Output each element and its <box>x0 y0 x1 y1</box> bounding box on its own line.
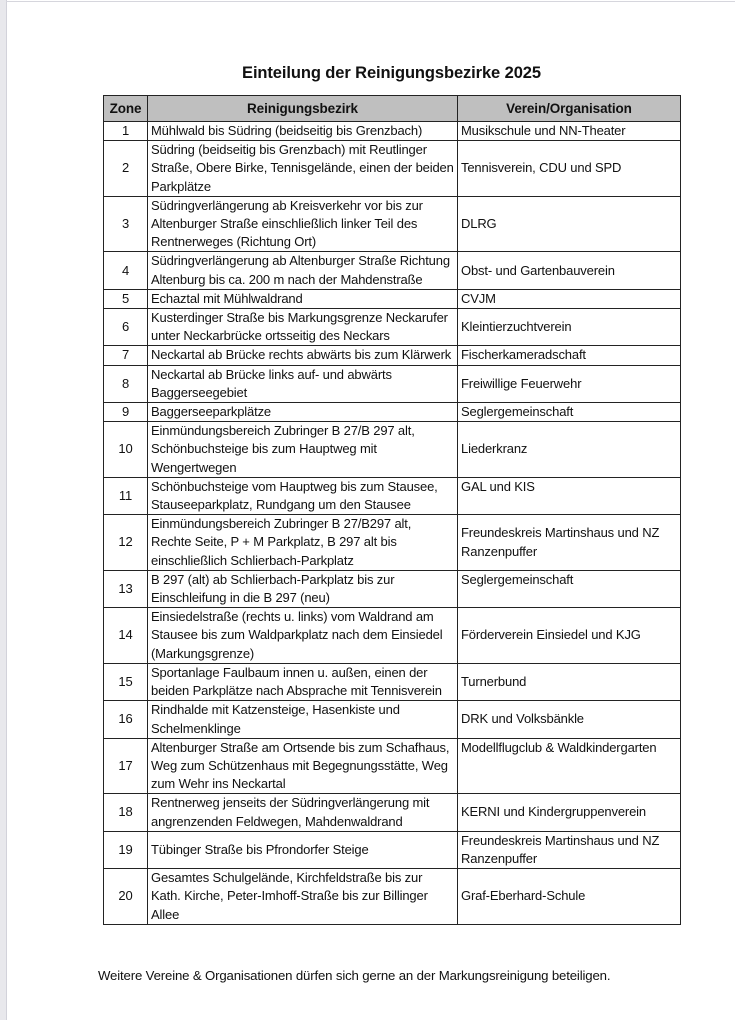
zone-cell: 5 <box>104 289 148 308</box>
table-row <box>104 403 681 422</box>
bezirk-cell: Schönbuchsteige vom Hauptweg bis zum Stausee, Stauseeparkplatz, Rundgang um den Stausee <box>148 477 458 514</box>
table-row <box>104 309 681 346</box>
table-row <box>104 570 681 607</box>
table-row <box>104 196 681 252</box>
bezirk-cell: Südringverlängerung ab Kreisverkehr vor bis zur Altenburger Straße einschließlich linker Teil des Rentnerweges (Richtung Ort) <box>148 196 458 252</box>
bezirk-cell: Neckartal ab Brücke links auf- und abwärts Baggerseegebiet <box>148 365 458 402</box>
bezirk-cell: Baggerseeparkplätze <box>148 403 458 422</box>
verein-cell: Seglergemeinschaft <box>458 570 681 607</box>
bezirk-cell: Rindhalde mit Katzensteige, Hasenkiste und Schelmenklinge <box>148 701 458 738</box>
cleaning-districts-table <box>103 95 681 925</box>
table-row <box>104 365 681 402</box>
verein-cell: Fischerkameradschaft <box>458 346 681 365</box>
table-row <box>104 515 681 571</box>
table-row <box>104 869 681 925</box>
bezirk-cell: Südring (beidseitig bis Grenzbach) mit Reutlinger Straße, Obere Birke, Tennisgelände, einen der beiden Parkplätze <box>148 141 458 197</box>
table-row <box>104 701 681 738</box>
zone-cell: 9 <box>104 403 148 422</box>
verein-cell: Obst- und Gartenbauverein <box>458 252 681 289</box>
zone-cell: 13 <box>104 570 148 607</box>
bezirk-cell: Sportanlage Faulbaum innen u. außen, einen der beiden Parkplätze nach Absprache mit Tennisverein <box>148 663 458 700</box>
column-header-bezirk: Reinigungsbezirk <box>148 96 458 122</box>
table-row <box>104 289 681 308</box>
zone-cell: 15 <box>104 663 148 700</box>
verein-cell: Freundeskreis Martinshaus und NZ Ranzenpuffer <box>458 515 681 571</box>
bezirk-cell: Mühlwald bis Südring (beidseitig bis Grenzbach) <box>148 122 458 141</box>
zone-cell: 12 <box>104 515 148 571</box>
verein-cell: Tennisverein, CDU und SPD <box>458 141 681 197</box>
bezirk-cell: Tübinger Straße bis Pfrondorfer Steige <box>148 831 458 868</box>
verein-cell: Kleintierzuchtverein <box>458 309 681 346</box>
table-row <box>104 477 681 514</box>
zone-cell: 6 <box>104 309 148 346</box>
table-row <box>104 346 681 365</box>
footer-note: Weitere Vereine & Organisationen dürfen sich gerne an der Markungsreinigung beteiligen. <box>98 968 611 983</box>
bezirk-cell: Altenburger Straße am Ortsende bis zum Schafhaus, Weg zum Schützenhaus mit Begegnungsstätte, Weg zum Wehr ins Neckartal <box>148 738 458 794</box>
verein-cell: Musikschule und NN-Theater <box>458 122 681 141</box>
zone-cell: 20 <box>104 869 148 925</box>
zone-cell: 7 <box>104 346 148 365</box>
zone-cell: 1 <box>104 122 148 141</box>
zone-cell: 17 <box>104 738 148 794</box>
page-edge <box>0 0 7 1020</box>
table-row <box>104 831 681 868</box>
bezirk-cell: Südringverlängerung ab Altenburger Straße Richtung Altenburg bis ca. 200 m nach der Mahdenstraße <box>148 252 458 289</box>
column-header-verein: Verein/Organisation <box>458 96 681 122</box>
table-row <box>104 122 681 141</box>
bezirk-cell: Einmündungsbereich Zubringer B 27/B 297 alt, Schönbuchsteige bis zum Hauptweg mit Wengertwegen <box>148 422 458 478</box>
verein-cell: Freundeskreis Martinshaus und NZ Ranzenpuffer <box>458 831 681 868</box>
table-row <box>104 608 681 664</box>
verein-cell: Freiwillige Feuerwehr <box>458 365 681 402</box>
column-header-zone: Zone <box>104 96 148 122</box>
bezirk-cell: Echaztal mit Mühlwaldrand <box>148 289 458 308</box>
zone-cell: 3 <box>104 196 148 252</box>
verein-cell: DRK und Volksbänkle <box>458 701 681 738</box>
verein-cell: Modellflugclub & Waldkindergarten <box>458 738 681 794</box>
table-row <box>104 141 681 197</box>
table-row <box>104 738 681 794</box>
table-header-row <box>104 96 681 122</box>
bezirk-cell: Kusterdinger Straße bis Markungsgrenze Neckarufer unter Neckarbrücke ortsseitig des Neckars <box>148 309 458 346</box>
bezirk-cell: Einsiedelstraße (rechts u. links) vom Waldrand am Stausee bis zum Waldparkplatz nach dem Einsiedel (Markungsgrenze) <box>148 608 458 664</box>
zone-cell: 16 <box>104 701 148 738</box>
verein-cell: Liederkranz <box>458 422 681 478</box>
zone-cell: 19 <box>104 831 148 868</box>
table-row <box>104 663 681 700</box>
zone-cell: 2 <box>104 141 148 197</box>
zone-cell: 4 <box>104 252 148 289</box>
table-row <box>104 252 681 289</box>
verein-cell: Graf-Eberhard-Schule <box>458 869 681 925</box>
verein-cell: KERNI und Kindergruppenverein <box>458 794 681 831</box>
verein-cell: Seglergemeinschaft <box>458 403 681 422</box>
verein-cell: DLRG <box>458 196 681 252</box>
bezirk-cell: Einmündungsbereich Zubringer B 27/B297 alt, Rechte Seite, P + M Parkplatz, B 297 alt bis einschließlich Schlierbach-Parkplatz <box>148 515 458 571</box>
verein-cell: GAL und KIS <box>458 477 681 514</box>
verein-cell: Förderverein Einsiedel und KJG <box>458 608 681 664</box>
verein-cell: CVJM <box>458 289 681 308</box>
zone-cell: 10 <box>104 422 148 478</box>
zone-cell: 8 <box>104 365 148 402</box>
bezirk-cell: Gesamtes Schulgelände, Kirchfeldstraße bis zur Kath. Kirche, Peter-Imhoff-Straße bis zur Billinger Allee <box>148 869 458 925</box>
verein-cell: Turnerbund <box>458 663 681 700</box>
table-row <box>104 422 681 478</box>
bezirk-cell: Rentnerweg jenseits der Südringverlängerung mit angrenzenden Feldwegen, Mahdenwaldrand <box>148 794 458 831</box>
page-title: Einteilung der Reinigungsbezirke 2025 <box>242 64 541 82</box>
bezirk-cell: Neckartal ab Brücke rechts abwärts bis zum Klärwerk <box>148 346 458 365</box>
table-row <box>104 794 681 831</box>
zone-cell: 18 <box>104 794 148 831</box>
zone-cell: 11 <box>104 477 148 514</box>
page-top-border <box>6 1 735 2</box>
bezirk-cell: B 297 (alt) ab Schlierbach-Parkplatz bis zur Einschleifung in die B 297 (neu) <box>148 570 458 607</box>
zone-cell: 14 <box>104 608 148 664</box>
